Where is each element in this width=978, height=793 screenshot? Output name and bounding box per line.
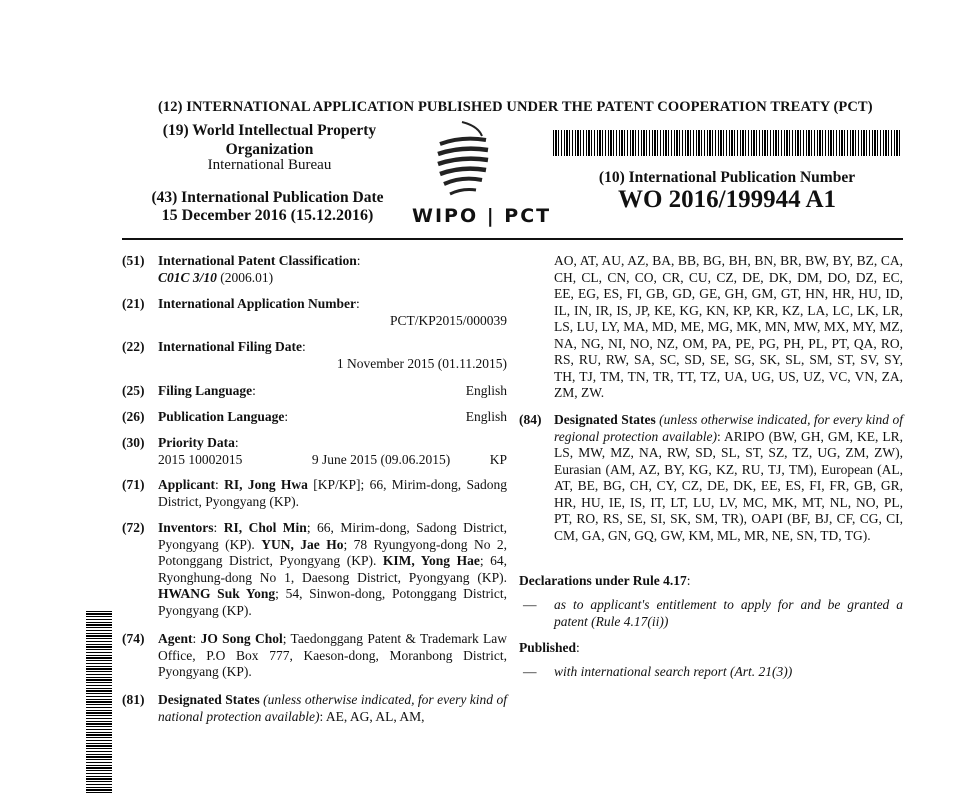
field-51-classification: (51) International Patent Classification: C01C 3/10 (2006.01) <box>122 253 361 285</box>
bureau-name: International Bureau <box>207 157 332 173</box>
declaration-item: — as to applicant's entitlement to apply for and be granted a patent (Rule 4.17(ii)) <box>523 597 903 629</box>
organization-name: (19) World Intellectual Property Organization <box>162 122 377 158</box>
field-81-designated-states-national: (81) Designated States (unless otherwise indicated, for every kind of national protection available): AE, AG, AL, AM, <box>122 692 507 724</box>
field-84-designated-states-regional: (84) Designated States (unless otherwise indicated, for every kind of regional protection available): ARIPO (BW, GH, GM, KE, LR, LS, MW, MZ, NA, RW, SD, SL, ST, SZ, TZ, UG, ZM, ZW), Eurasian (AM, AZ, BY, KG, KZ, RU, TJ, TM), European (AL, AT, BE, BG, CH, CY, CZ, DE, DK, EE, ES, FI, FR, GB, GR, HR, HU, IE, IS, IT, LT, LU, LV, MC, MK, MT, NL, NO, PL, PT, RO, RS, SE, SI, SK, SM, TR), OAPI (BF, BJ, CF, CG, CI, CM, GA, GN, GQ, GW, KM, ML, MR, NE, SN, TD, TG). <box>519 412 904 543</box>
field-74-agent: (74) Agent: JO Song Chol; Taedonggang Patent & Trademark Law Office, P.O Box 777, Kaeson-dong, Moranbong District, Pyongyang (KP). <box>122 631 508 679</box>
field-72-inventors: (72) Inventors: RI, Chol Min; 66, Mirim-dong, Sadong District, Pyongyang (KP). YUN, Jae Ho; 78 Ryungyong-dong No 2, Potonggang District, Pyongyang (KP). KIM, Yong Hae; 64, Ryonghung-dong No 1, Daesong District, Pyongyang (KP). HWANG Suk Yong; 54, Sinwon-dong, Potonggang District, Pyongyang (KP). <box>122 520 508 618</box>
field-22-filing-date: (22) International Filing Date: 1 November 2015 (01.11.2015) <box>122 339 507 371</box>
declarations-heading: Declarations under Rule 4.17: <box>519 573 691 588</box>
field-25-filing-language: (25) Filing Language: English <box>122 383 507 398</box>
field-21-application-number: (21) International Application Number: PCT/KP2015/000039 <box>122 296 507 328</box>
wipo-globe-logo <box>432 118 492 204</box>
publication-date: 15 December 2016 (15.12.2016) <box>161 207 374 224</box>
publication-date-label: (43) International Publication Date <box>151 189 384 206</box>
published-heading: Published: <box>519 640 580 655</box>
side-barcode <box>86 610 112 793</box>
publication-number: WO 2016/199944 A1 <box>617 186 837 213</box>
publication-number-label: (10) International Publication Number <box>598 169 856 186</box>
field-30-priority-data: (30) Priority Data: 2015 10002015 9 June 2015 (09.06.2015) KP <box>122 435 507 467</box>
header-divider <box>122 238 903 240</box>
document-title: (12) INTERNATIONAL APPLICATION PUBLISHED UNDER THE PATENT COOPERATION TREATY (PCT) <box>158 99 873 115</box>
published-item: — with international search report (Art. 21(3)) <box>523 664 793 679</box>
designated-states-continued: AO, AT, AU, AZ, BA, BB, BG, BH, BN, BR, BW, BY, BZ, CA, CH, CL, CN, CO, CR, CU, CZ, DE, DK, DM, DO, DZ, EC, EE, EG, ES, FI, GB, GD, GE, GH, GM, GT, HN, HR, HU, ID, IL, IN, IR, IS, JP, KE, KG, KN, KP, KR, KZ, LA, LC, LK, LR, LS, LU, LY, MA, MD, ME, MG, MK, MN, MW, MX, MY, MZ, NA, NG, NI, NO, NZ, OM, PA, PE, PG, PH, PL, PT, QA, RO, RS, RU, RW, SA, SC, SD, SE, SG, SK, SL, SM, ST, SV, SY, TH, TJ, TM, TN, TR, TT, TZ, UA, UG, US, UZ, VC, VN, ZA, ZM, ZW. <box>554 253 903 400</box>
field-71-applicant: (71) Applicant: RI, Jong Hwa [KP/KP]; 66, Mirim-dong, Sadong District, Pyongyang (KP). <box>122 477 508 509</box>
wipo-pct-wordmark: WIPO | PCT <box>412 205 552 227</box>
field-26-publication-language: (26) Publication Language: English <box>122 409 507 424</box>
barcode <box>553 130 901 156</box>
